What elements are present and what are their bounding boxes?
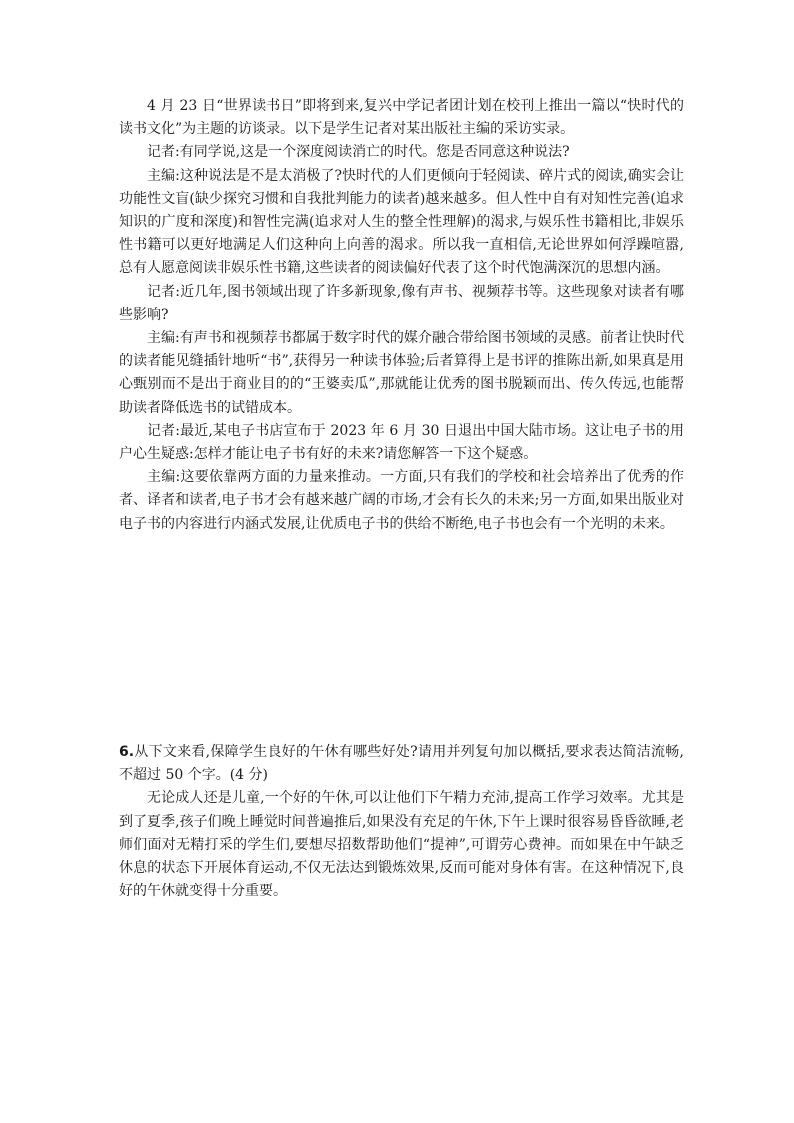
intro-paragraph: 4 月 23 日“世界读书日”即将到来,复兴中学记者团计划在校刊上推出一篇以“快时代的读书文化”为主题的访谈录。以下是学生记者对某出版社主编的采访实录。 bbox=[119, 98, 684, 138]
question-6-passage: 无论成人还是儿童,一个好的午休,可以让他们下午精力充沛,提高工作学习效率。尤其是到了夏季,孩子们晚上睡觉时间普遍推后,如果没有充足的午休,下午上课时很容易昏昏欲睡,老师们面对无精打采的学生们,要想尽招数帮助他们“提神”,可谓劳心费神。而如果在中午缺乏休息的状态下开展体育运动,不仅无法达到锻炼效果,反而可能对身体有害。在这种情况下,良好的午休就变得十分重要。 bbox=[119, 790, 684, 900]
editor-answer-3: 主编:这要依靠两方面的力量来推动。一方面,只有我们的学校和社会培养出了优秀的作者、译者和读者,电子书才会有越来越广阔的市场,才会有长久的未来;另一方面,如果出版业对电子书的内容进行内涵式发展,让优质电子书的供给不断绝,电子书也会有一个光明的未来。 bbox=[119, 469, 684, 532]
interview-section bbox=[119, 95, 684, 536]
editor-answer-2: 主编:有声书和视频荐书都属于数字时代的媒介融合带给图书领域的灵感。前者让快时代的读者能见缝插针地听“书”,获得另一种读书体验;后者算得上是书评的推陈出新,如果真是用心甄别而不是出于商业目的的“王婆卖瓜”,那就能让优秀的图书脱颖而出、传久传远,也能帮助读者降低选书的试错成本。 bbox=[119, 330, 684, 416]
question-text: 从下文来看,保障学生良好的午休有哪些好处?请用并列复句加以概括,要求表达简洁流畅,不超过 50 个字。(4 分) bbox=[119, 744, 684, 784]
question-number: 6. bbox=[119, 744, 135, 760]
reporter-question-3: 记者:最近,某电子书店宣布于 2023 年 6 月 30 日退出中国大陆市场。这让电子书的用户心生疑惑:怎样才能让电子书有好的未来?请您解答一下这个疑惑。 bbox=[119, 422, 684, 463]
editor-answer-1: 主编:这种说法是不是太消极了?快时代的人们更倾向于轻阅读、碎片式的阅读,确实会让功能性文盲(缺少探究习惯和自我批判能力的读者)越来越多。但人性中自有对知性完善(追求知识的广度和深度)和智性完满(追求对人生的整全性理解)的渴求,与娱乐性书籍相比,非娱乐性书籍可以更好地满足人们这种向上向善的渴求。所以我一直相信,无论世界如何浮躁喧嚣,总有人愿意阅读非娱乐性书籍,这些读者的阅读偏好代表了这个时代饱满深沉的思想内涵。 bbox=[119, 167, 684, 277]
reporter-question-2: 记者:近几年,图书领域出现了许多新现象,像有声书、视频荐书等。这些现象对读者有哪些影响? bbox=[119, 283, 684, 323]
reporter-question-1: 记者:有同学说,这是一个深度阅读消亡的时代。您是否同意这种说法? bbox=[147, 144, 570, 161]
question-6-prompt bbox=[119, 741, 684, 787]
question-6-section bbox=[119, 741, 684, 903]
